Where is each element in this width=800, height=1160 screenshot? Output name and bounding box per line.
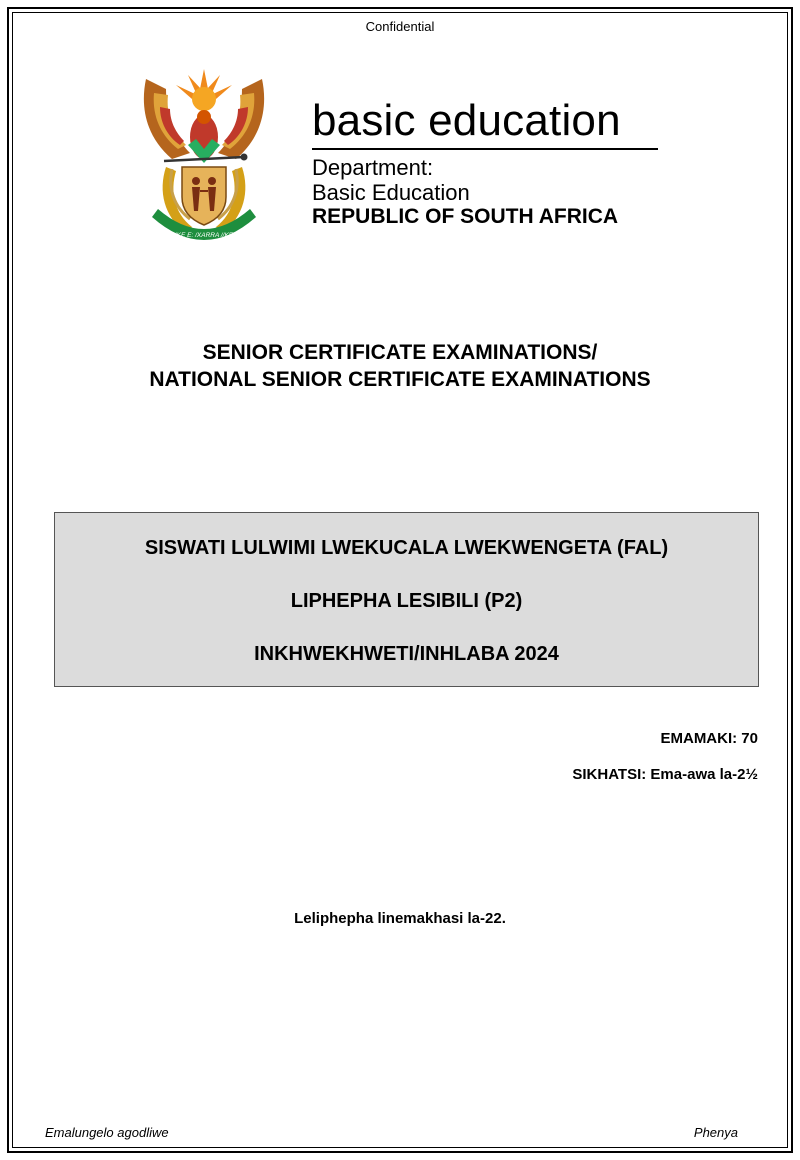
coat-of-arms-icon (138, 67, 270, 247)
page-count-note: Leliphepha linemakhasi la-22. (294, 910, 506, 927)
copyright-footer: Emalungelo agodliwe (45, 1125, 169, 1140)
subject-box (54, 512, 759, 687)
republic-label: REPUBLIC OF SOUTH AFRICA (312, 205, 619, 228)
marks-label: EMAMAKI: 70 (660, 730, 758, 747)
department-label (312, 155, 470, 205)
exam-title-line1: SENIOR CERTIFICATE EXAMINATIONS/ (202, 341, 598, 364)
session-title: INKHWEKHWETI/INHLABA 2024 (254, 643, 559, 665)
confidential-label: Confidential (365, 19, 435, 34)
time-label: SIKHATSI: Ema-awa la-2½ (572, 766, 758, 783)
department-name: Basic Education (312, 180, 470, 205)
subject-title: SISWATI LULWIMI LWEKUCALA LWEKWENGETA (FAL) (144, 537, 669, 559)
exam-title-line2: NATIONAL SENIOR CERTIFICATE EXAMINATIONS (149, 368, 651, 391)
brand-underline (312, 148, 658, 150)
brand-block (312, 96, 621, 146)
department-line: Department: (312, 155, 434, 180)
exam-title (0, 339, 800, 393)
turn-over-footer: Phenya (693, 1125, 738, 1140)
motto-text: !KE E: /XARRA //KE (174, 232, 234, 239)
paper-title: LIPHEPHA LESIBILI (P2) (290, 590, 523, 612)
brand-name: basic education (312, 96, 621, 145)
